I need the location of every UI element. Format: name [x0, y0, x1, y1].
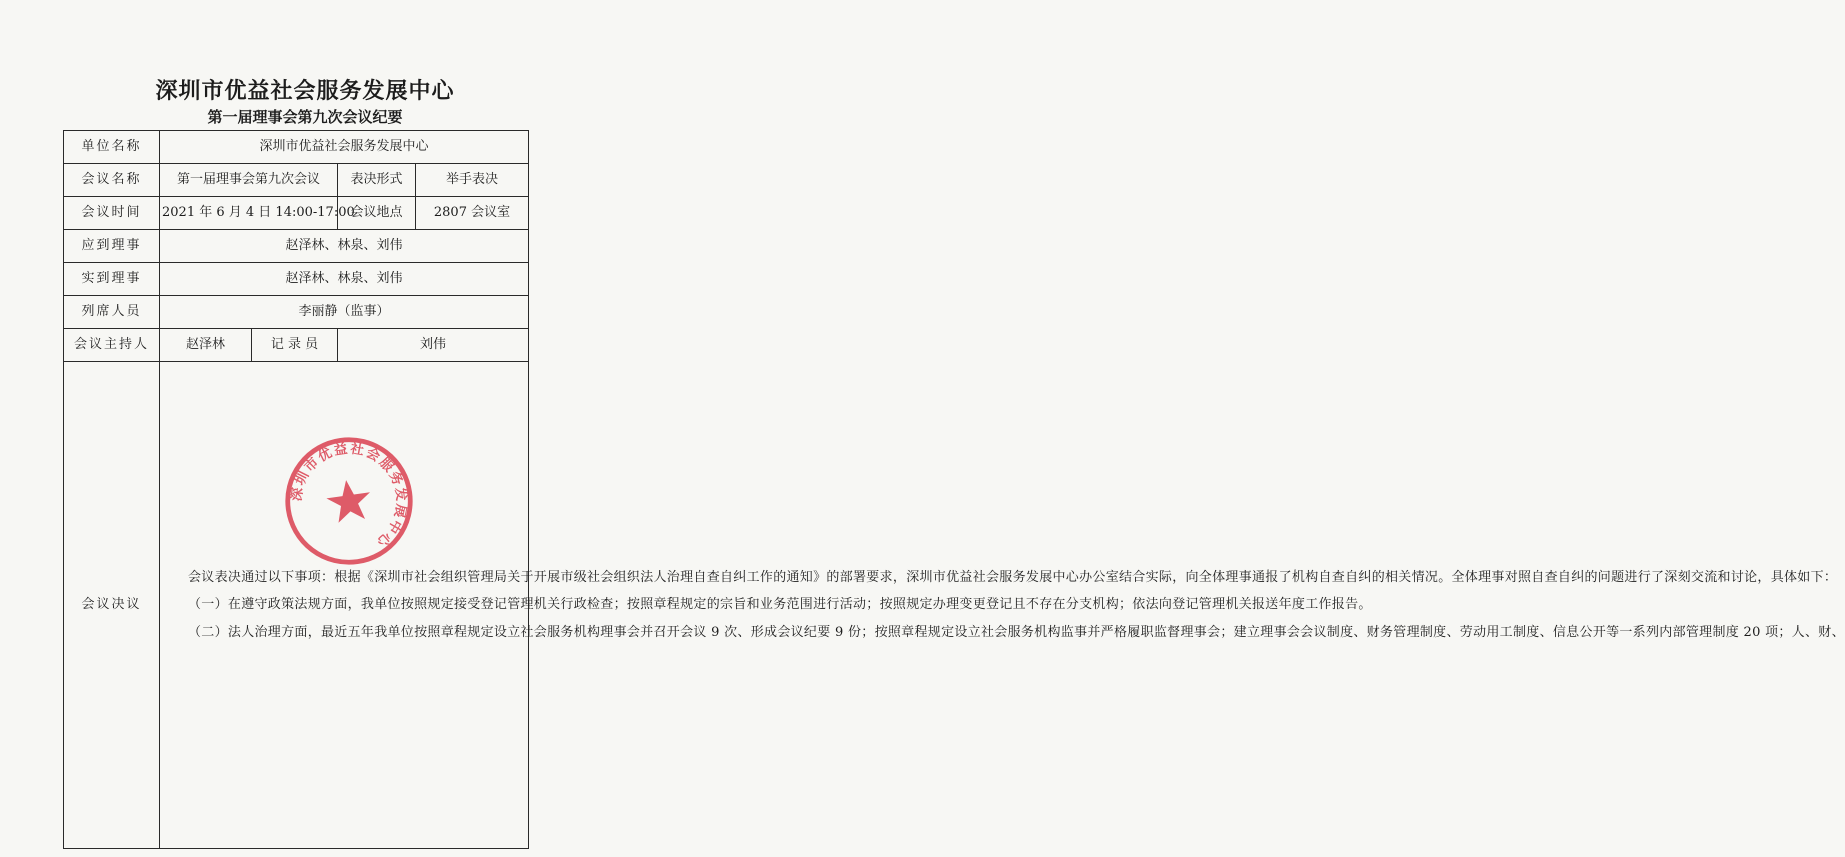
row-meeting-time [64, 197, 529, 230]
meeting-name-value: 第一届理事会第九次会议 [160, 164, 338, 197]
meeting-time-label: 会议时间 [64, 197, 160, 230]
row-meeting-name [64, 164, 529, 197]
resolution-label: 会议决议 [64, 362, 160, 849]
meeting-time-value: 2021 年 6 月 4 日 14:00-17:00 [160, 197, 338, 230]
expected-directors-label: 应到理事 [64, 230, 160, 263]
page-subtitle: 第一届理事会第九次会议纪要 [207, 108, 403, 126]
recorder-value: 刘伟 [338, 329, 529, 362]
host-label: 会议主持人 [64, 329, 160, 362]
meeting-place-value: 2807 会议室 [416, 197, 529, 230]
meeting-place-label: 会议地点 [338, 197, 416, 230]
row-expected-directors [64, 230, 529, 263]
row-unit-name [64, 131, 529, 164]
row-host-recorder [64, 329, 529, 362]
expected-directors-value: 赵泽林、林泉、刘伟 [160, 230, 529, 263]
recorder-label: 记 录 员 [252, 329, 338, 362]
row-attendees [64, 296, 529, 329]
resolution-paragraph-3: （二）法人治理方面，最近五年我单位按照章程规定设立社会服务机构理事会并召开会议 9 次、形成会议纪要 9 份；按照章程规定设立社会服务机构监事并严格履职监督理事会；建立理事会会议制度、财务管理制度、劳动用工制度、信息公开等一系列内部管理制度 20 项；人、财、 [188, 624, 1845, 640]
unit-name-value: 深圳市优益社会服务发展中心 [160, 131, 529, 164]
attendees-value: 李丽静（监事） [160, 296, 529, 329]
vote-form-label: 表决形式 [338, 164, 416, 197]
resolution-paragraph-2: （一）在遵守政策法规方面，我单位按照规定接受登记管理机关行政检查；按照章程规定的宗旨和业务范围进行活动；按照规定办理变更登记且不存在分支机构；依法向登记管理机关报送年度工作报告。 [188, 597, 1372, 613]
attendees-label: 列席人员 [64, 296, 160, 329]
resolution-cell [160, 362, 1845, 849]
resolution-paragraph-1: 会议表决通过以下事项：根据《深圳市社会组织管理局关于开展市级社会组织法人治理自查自纠工作的通知》的部署要求，深圳市优益社会服务发展中心办公室结合实际，向全体理事通报了机构自查自纠的相关情况。全体理事对照自查自纠的问题进行了深刻交流和讨论，具体如下： [188, 569, 1838, 585]
row-resolution [64, 362, 529, 849]
row-present-directors [64, 263, 529, 296]
page-title: 深圳市优益社会服务发展中心 [155, 79, 455, 104]
minutes-table [63, 130, 1845, 849]
present-directors-value: 赵泽林、林泉、刘伟 [160, 263, 529, 296]
host-value: 赵泽林 [160, 329, 252, 362]
resolution-text [162, 564, 1845, 647]
seal-text: 深圳市优益社会服务发展中心 [289, 441, 409, 551]
present-directors-label: 实到理事 [64, 263, 160, 296]
unit-name-label: 单位名称 [64, 131, 160, 164]
meeting-name-label: 会议名称 [64, 164, 160, 197]
vote-form-value: 举手表决 [416, 164, 529, 197]
